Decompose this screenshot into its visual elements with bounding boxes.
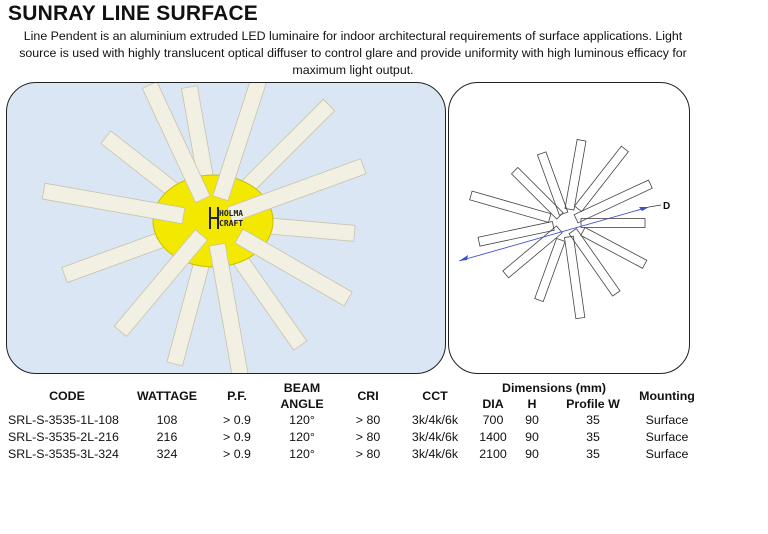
dimension-drawing [449,83,690,374]
header-pf: P.F. [227,389,247,403]
cell-cri: > 80 [355,430,381,444]
header-code: CODE [49,389,85,403]
drawing-arm [537,152,567,215]
table-row [8,446,698,463]
header-cct: CCT [422,389,448,403]
cell-wattage: 108 [156,413,178,427]
dimension-drawing-panel [448,82,690,374]
dimension-label: D [663,201,671,212]
cell-wattage: 216 [156,430,178,444]
cell-beam-angle: 120° [289,430,315,444]
page-title: SUNRAY LINE SURFACE [8,2,259,25]
drawing-arm [564,236,584,318]
cell-code: SRL-S-3535-1L-108 [8,413,119,427]
header-mounting: Mounting [639,389,695,403]
cell-dia: 1400 [479,430,507,444]
cell-wattage: 324 [156,447,178,461]
header-beam-angle: BEAM ANGLE [280,381,324,411]
drawing-arm [470,191,551,222]
drawing-arm [581,227,647,268]
table-row [8,412,698,429]
cell-cct: 3k/4k/6k [411,430,459,444]
svg-text:CRAFT: CRAFT [219,219,244,228]
cell-pf: > 0.9 [223,447,251,461]
cell-cct: 3k/4k/6k [411,447,459,461]
cell-profile-w: 35 [586,430,600,444]
dimension-arrow-left [459,255,468,261]
cell-dia: 2100 [479,447,507,461]
cell-pf: > 0.9 [223,413,251,427]
cell-h: 90 [525,430,539,444]
svg-text:HOLMA: HOLMA [219,209,244,218]
cell-h: 90 [525,413,539,427]
product-description: Line Pendent is an aluminium extruded LED luminaire for indoor architectural requirements of surface applications. Light source is used with highly translucent optical diffuser to control glare and provide uniformity with high luminous efficacy for maximum light output. [19,29,687,77]
cell-h: 90 [525,447,539,461]
cell-code: SRL-S-3535-3L-324 [8,447,119,461]
drawing-arm [581,219,645,228]
product-photo-panel [6,82,446,374]
specification-table [8,380,698,463]
header-h: H [527,397,537,411]
drawing-arm [535,238,565,301]
dimension-arrow-right [639,207,649,211]
drawing-arm [574,180,652,223]
cell-mounting: Surface [645,447,689,461]
header-dia: DIA [482,397,504,411]
header-cri: CRI [357,389,379,403]
table-row [8,429,698,446]
cell-dia: 700 [482,413,504,427]
header-dimensions: Dimensions (mm) [502,381,606,395]
cell-mounting: Surface [645,430,689,444]
header-wattage: WATTAGE [136,389,198,403]
cell-cct: 3k/4k/6k [411,413,459,427]
cell-profile-w: 35 [586,447,600,461]
product-photo [7,83,446,374]
cell-cri: > 80 [355,413,381,427]
cell-beam-angle: 120° [289,413,315,427]
drawing-arm [511,167,563,219]
diameter-dimension-line [459,207,649,261]
cell-beam-angle: 120° [289,447,315,461]
cell-mounting: Surface [645,413,689,427]
drawing-arm [478,222,554,247]
cell-profile-w: 35 [586,413,600,427]
header-profile-w: Profile W [566,397,620,411]
cell-cri: > 80 [355,447,381,461]
cell-pf: > 0.9 [223,430,251,444]
cell-code: SRL-S-3535-2L-216 [8,430,119,444]
drawing-arm [565,139,586,209]
